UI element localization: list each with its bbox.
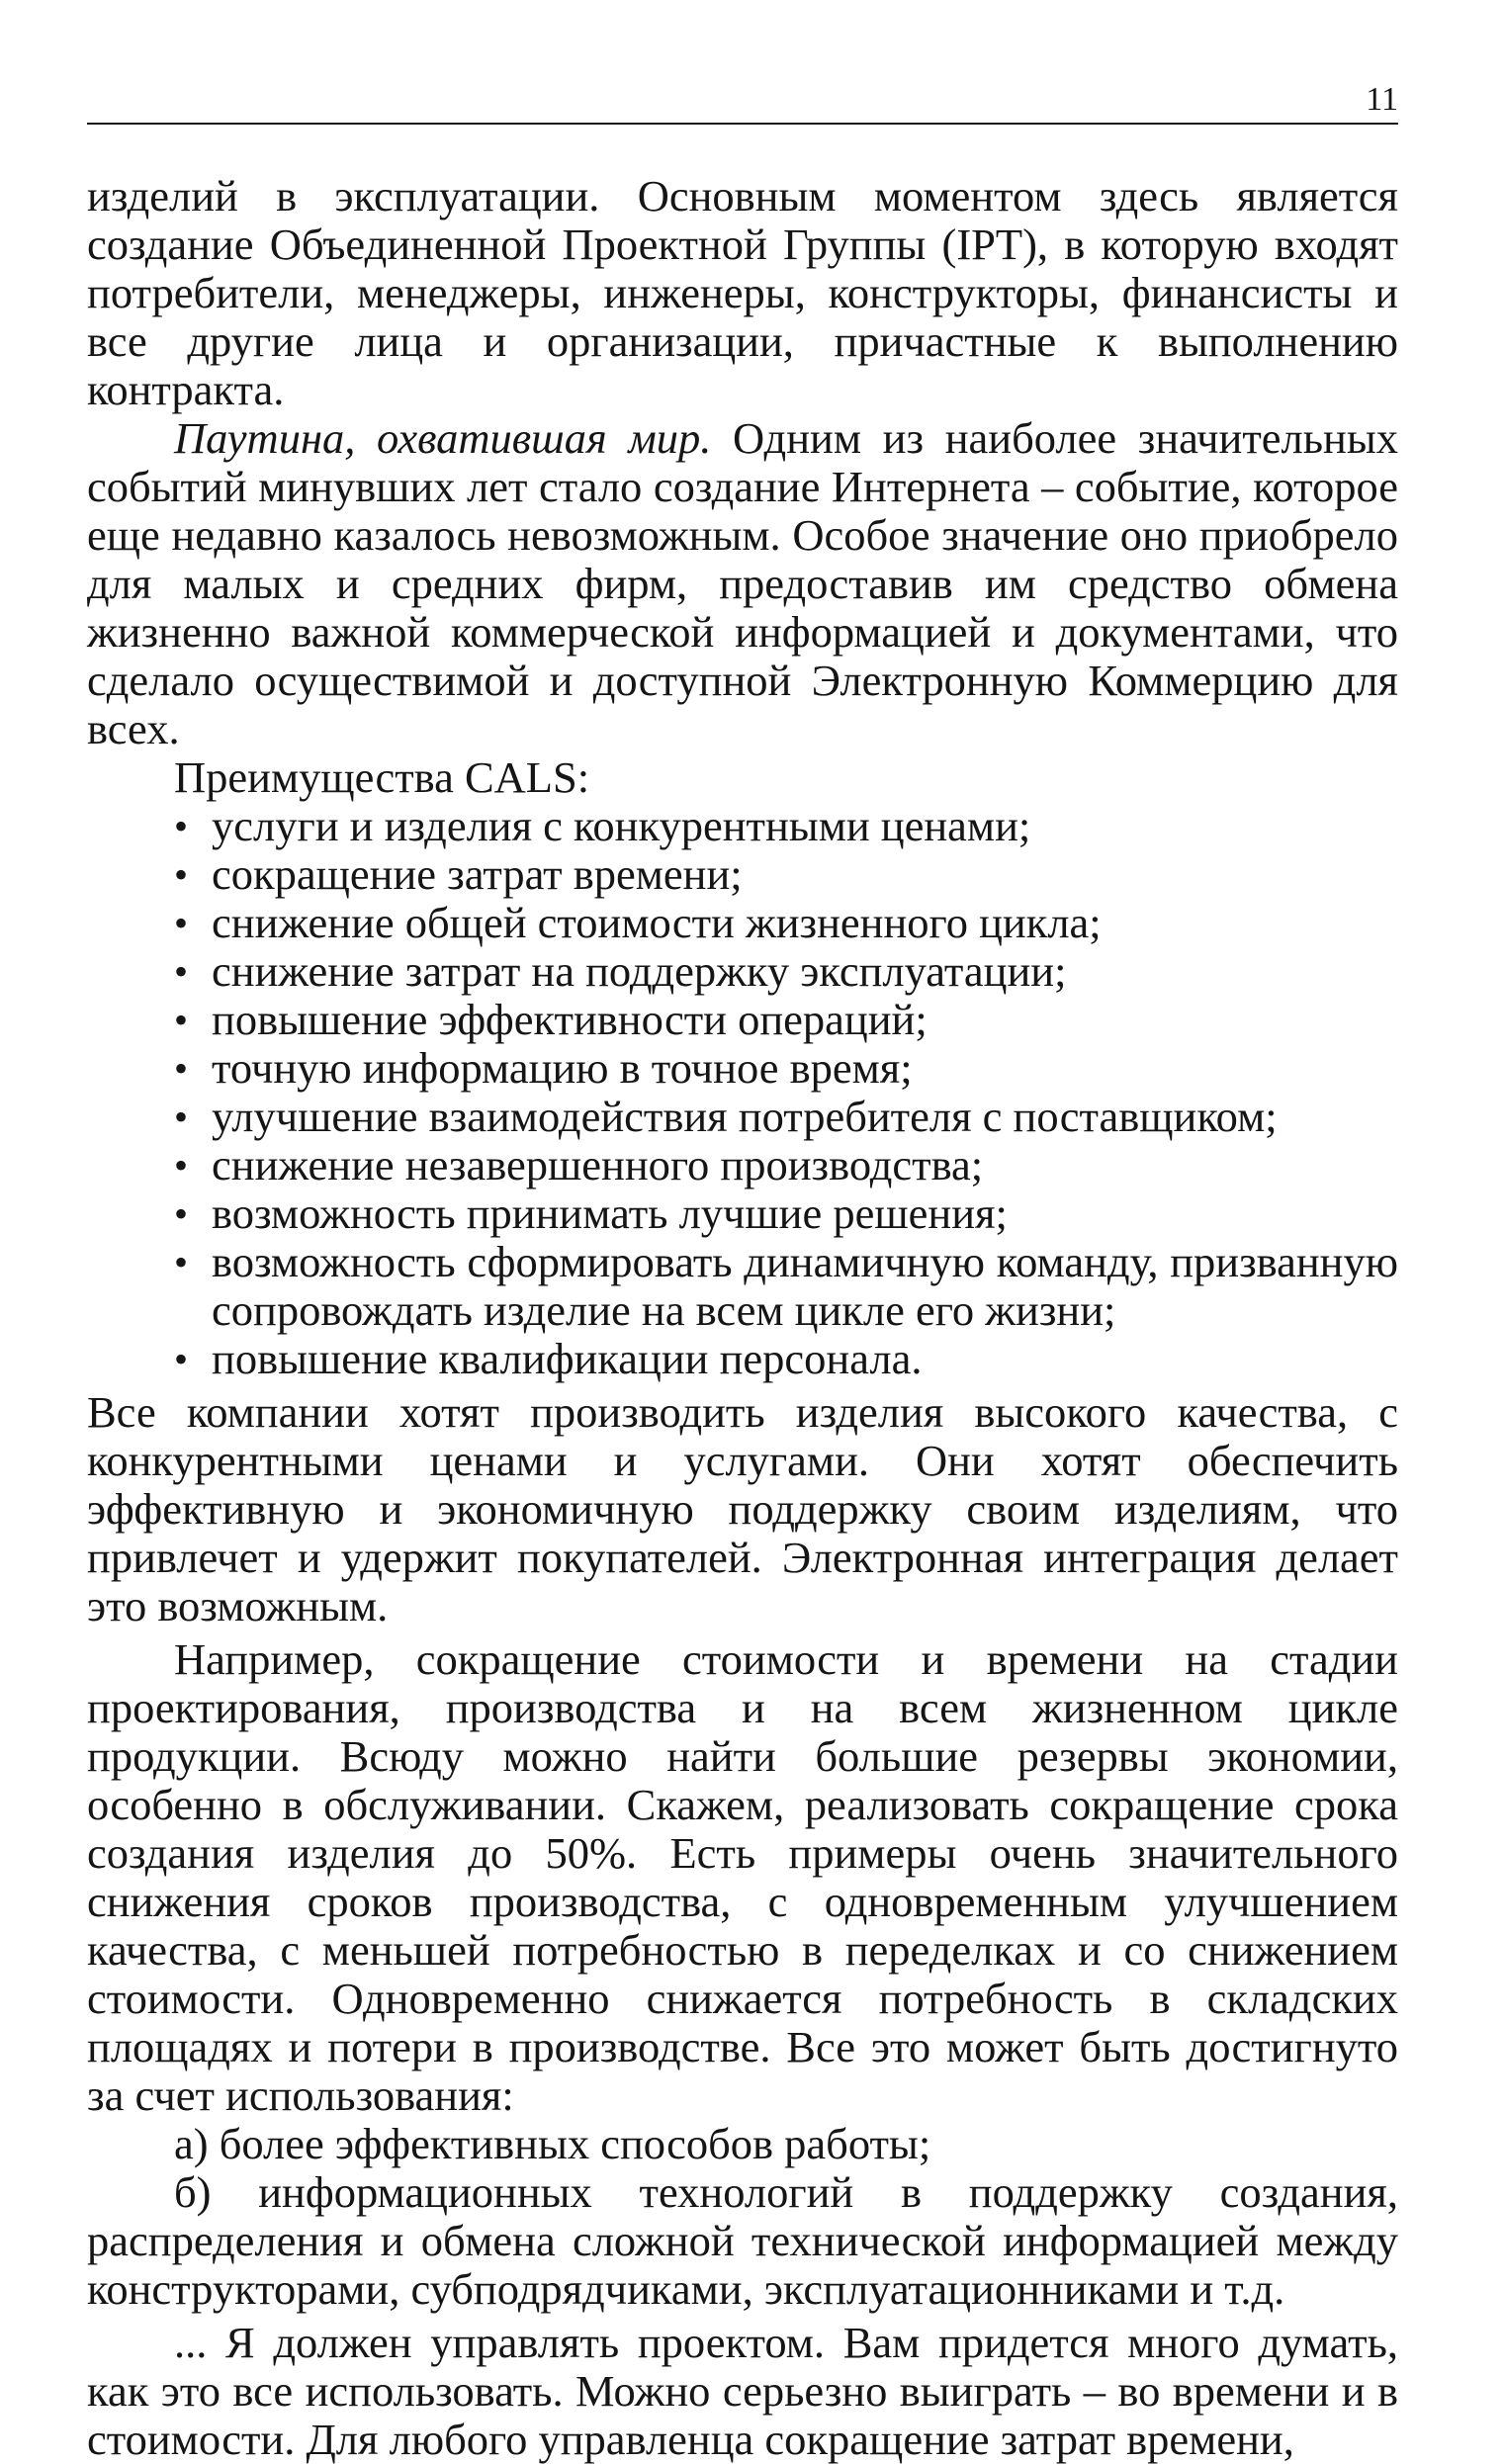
- list-item: [87, 850, 1398, 899]
- list-item: [87, 1189, 1398, 1238]
- bullet-icon: •: [174, 804, 189, 848]
- bullet-icon: •: [174, 949, 189, 994]
- list-item-text: снижение общей стоимости жизненного цикла;: [212, 898, 1102, 947]
- list-item: [87, 1093, 1398, 1141]
- bullet-icon: •: [174, 1095, 189, 1139]
- list-item-text: услуги и изделия с конкурентными ценами;: [212, 801, 1031, 850]
- page-number: 11: [1366, 81, 1398, 118]
- bullet-icon: •: [174, 998, 189, 1042]
- page-header: [87, 71, 1398, 125]
- paragraph-manager: ... Я должен управлять проектом. Вам придется много думать, как это все использовать. Можно серьезно выиграть – во времени и в стоимости. Для любого управленца сокращение затрат времени,: [87, 2318, 1398, 2464]
- list-item-text: повышение квалификации персонала.: [212, 1334, 923, 1383]
- page-body: [87, 172, 1398, 2464]
- list-item: [87, 996, 1398, 1044]
- list-item: [87, 1335, 1398, 1383]
- list-item: [87, 1238, 1398, 1335]
- paragraph-companies: Все компании хотят производить изделия высокого качества, с конкурентными ценами и услугами. Они хотят обеспечить эффективную и экономичную поддержку своим изделиям, что привлечет и удержит покупателей. Электронная интеграция делает это возможным.: [87, 1387, 1398, 1630]
- list-item-text: повышение эффективности операций;: [212, 995, 928, 1044]
- bullet-icon: •: [174, 1191, 189, 1236]
- list-item-text: возможность сформировать динамичную команду, призванную сопровождать изделие на всем цикле его жизни;: [212, 1237, 1398, 1335]
- benefits-list: [87, 802, 1398, 1383]
- list-item: [87, 947, 1398, 996]
- list-item-text: снижение затрат на поддержку эксплуатации;: [212, 946, 1067, 996]
- list-item-text: улучшение взаимодействия потребителя с поставщиком;: [212, 1092, 1278, 1141]
- paragraph-internet-text: Одним из наиболее значительных событий минувших лет стало создание Интернета – событие, которое еще недавно казалось невозможным. Особое значение оно приобрело для малых и средних фирм, предоставив им средство обмена жизненно важной коммерческой информацией и документами, что сделало осуществимой и доступной Электронную Коммерцию для всех.: [87, 413, 1398, 753]
- list-item: [87, 899, 1398, 947]
- paragraph-item-a: а) более эффективных способов работы;: [174, 2119, 931, 2168]
- list-item-text: сокращение затрат времени;: [212, 849, 743, 899]
- paragraph-ipt: изделий в эксплуатации. Основным моментом здесь является создание Объединенной Проектной Группы (IPT), в которую входят потребители, менеджеры, инженеры, конструкторы, финансисты и все другие лица и организации, причастные к выполнению контракта.: [87, 171, 1398, 414]
- bullet-icon: •: [174, 852, 189, 897]
- bullet-icon: •: [174, 1240, 189, 1284]
- list-item-text: точную информацию в точное время;: [212, 1043, 913, 1093]
- bullet-icon: •: [174, 1046, 189, 1091]
- bullet-icon: •: [174, 1337, 189, 1381]
- list-item-text: снижение незавершенного производства;: [212, 1140, 984, 1189]
- bullet-icon: •: [174, 1143, 189, 1188]
- paragraph-internet-title: Паутина, охватившая мир.: [174, 413, 712, 463]
- list-item: [87, 1141, 1398, 1189]
- bullet-icon: •: [174, 901, 189, 945]
- list-item-text: возможность принимать лучшие решения;: [212, 1188, 1008, 1238]
- paragraph-example: Например, сокращение стоимости и времени на стадии проектирования, производства и на всем жизненном цикле продукции. Всюду можно найти большие резервы экономии, особенно в обслуживании. Скажем, реализовать сокращение срока создания изделия до 50%. Есть примеры очень значительного снижения сроков производства, с одновременным улучшением качества, с меньшей потребностью в переделках и со снижением стоимости. Одновременно снижается потребность в складских площадях и потери в производстве. Все это может быть достигнуто за счет использования:: [87, 1634, 1398, 2120]
- benefits-heading: Преимущества CALS:: [174, 752, 590, 802]
- list-item: [87, 802, 1398, 850]
- list-item: [87, 1044, 1398, 1093]
- paragraph-internet: [87, 414, 1398, 753]
- paragraph-item-b: б) информационных технологий в поддержку создания, распределения и обмена сложной технической информацией между конструкторами, субподрядчиками, эксплуатационниками и т.д.: [87, 2167, 1398, 2314]
